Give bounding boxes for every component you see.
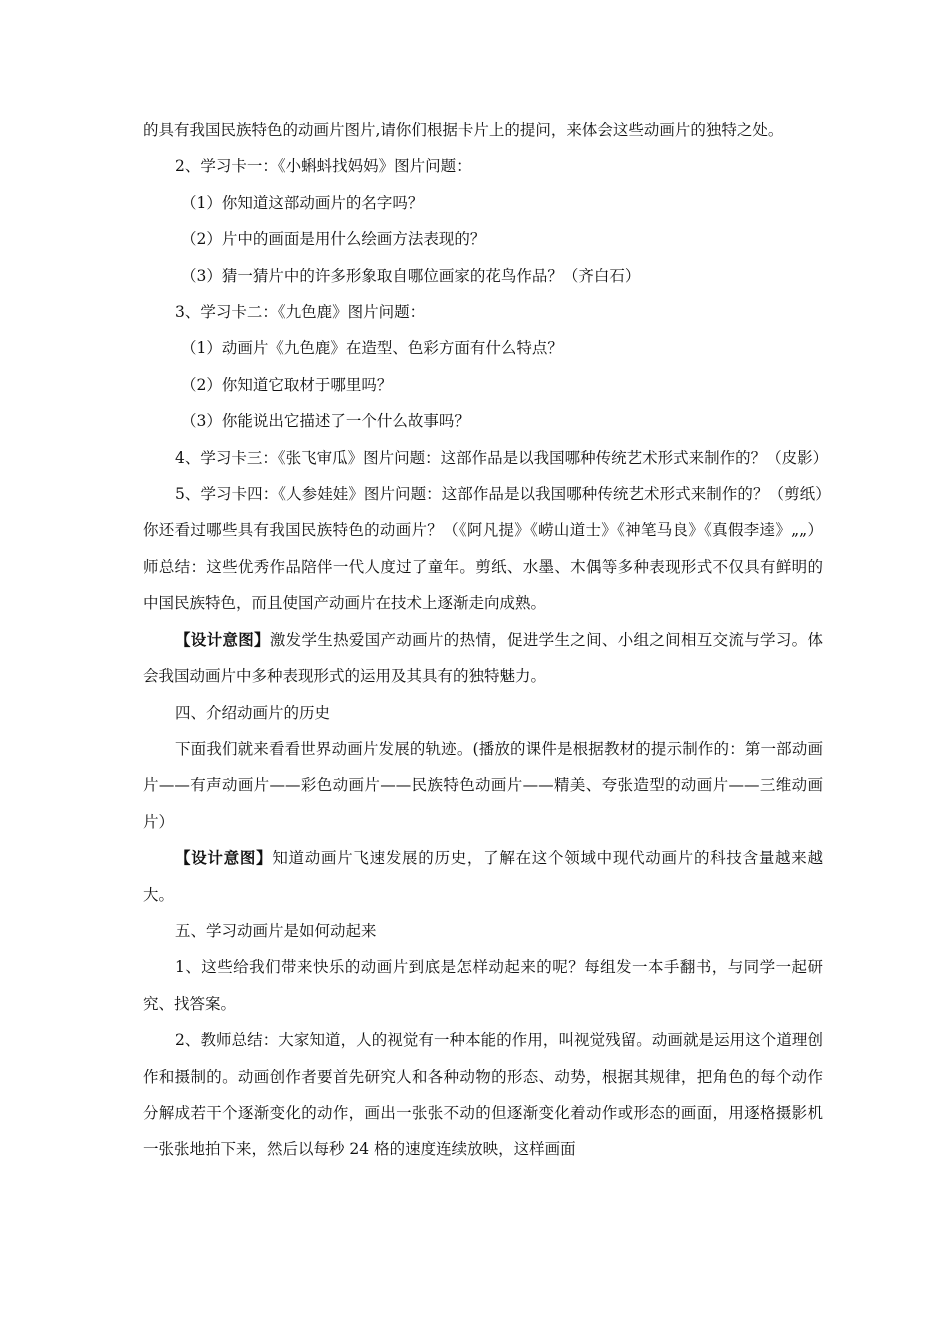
paragraph-card1-question-1: （1）你知道这部动画片的名字吗？: [181, 193, 424, 212]
paragraph-study-card-1: 2、学习卡一：《小蝌蚪找妈妈》图片问题：: [175, 157, 472, 176]
paragraph-design-intent-1: [143, 622, 823, 695]
paragraph-card2-question-2: （2）你知道它取材于哪里吗？: [181, 375, 393, 394]
paragraph-card1-question-3: （3）猜一猜片中的许多形象取自哪位画家的花鸟作品？（齐白石）: [181, 266, 641, 285]
design-intent-label: 【设计意图】: [175, 629, 270, 649]
paragraph-animation-question: 1、这些给我们带来快乐的动画片到底是怎样动起来的呢？每组发一本手翻书，与同学一起研究、找答案。: [143, 958, 823, 1013]
design-intent-text: 激发学生热爱国产动画片的热情，促进学生之间、小组之间相互交流与学习。体会我国动画片中多种表现形式的运用及其具有的独特魅力。: [143, 630, 823, 686]
paragraph-study-card-2: 3、学习卡二：《九色鹿》图片问题：: [175, 303, 426, 322]
document-body: [143, 112, 829, 1168]
paragraph-card2-question-1: （1）动画片《九色鹿》在造型、色彩方面有什么特点？: [181, 339, 563, 358]
paragraph-study-card-3: 4、学习卡三：《张飞审瓜》图片问题：这部作品是以我国哪种传统艺术形式来制作的？（皮影）: [175, 448, 829, 467]
paragraph-teacher-summary: 2、教师总结：大家知道，人的视觉有一种本能的作用，叫视觉残留。动画就是运用这个道理创作和摄制的。动画创作者要首先研究人和各种动物的形态、动势，根据其规律，把角色的每个动作分解成若干个逐渐变化的动作，画出一张张不动的但逐渐变化着动作或形态的画面，用逐格摄影机一张张地拍下来，然后以每秒 24 格的速度连续放映，这样画面: [143, 1031, 823, 1159]
paragraph-card1-question-2: （2）片中的画面是用什么绘画方法表现的？: [181, 230, 486, 249]
paragraph-card2-question-3: （3）你能说出它描述了一个什么故事吗？: [181, 412, 470, 431]
paragraph-intro-continuation: 的具有我国民族特色的动画片图片,请你们根据卡片上的提问，来体会这些动画片的独特之处。: [143, 121, 784, 139]
paragraph-design-intent-2: [143, 840, 823, 913]
section-heading-history: 四、介绍动画片的历史: [175, 703, 331, 722]
section-heading-animation: 五、学习动画片是如何动起来: [175, 921, 377, 940]
design-intent-label: 【设计意图】: [175, 848, 273, 868]
paragraph-study-card-4: 5、学习卡四：《人参娃娃》图片问题：这部作品是以我国哪种传统艺术形式来制作的？（剪纸）你还看过哪些具有我国民族特色的动画片？（《阿凡提》《崂山道士》《神笔马良》《真假李逵》„„）师总结：这些优秀作品陪伴一代人度过了童年。剪纸、水墨、木偶等多种表现形式不仅具有鲜明的中国民族特色，而且使国产动画片在技术上逐渐走向成熟。: [143, 485, 823, 613]
design-intent-text: 知道动画片飞速发展的历史，了解在这个领域中现代动画片的科技含量越来越大。: [143, 849, 823, 904]
paragraph-history: 下面我们就来看看世界动画片发展的轨迹。(播放的课件是根据教材的提示制作的：第一部动画片——有声动画片——彩色动画片——民族特色动画片——精美、夸张造型的动画片——三维动画片）: [143, 739, 823, 831]
